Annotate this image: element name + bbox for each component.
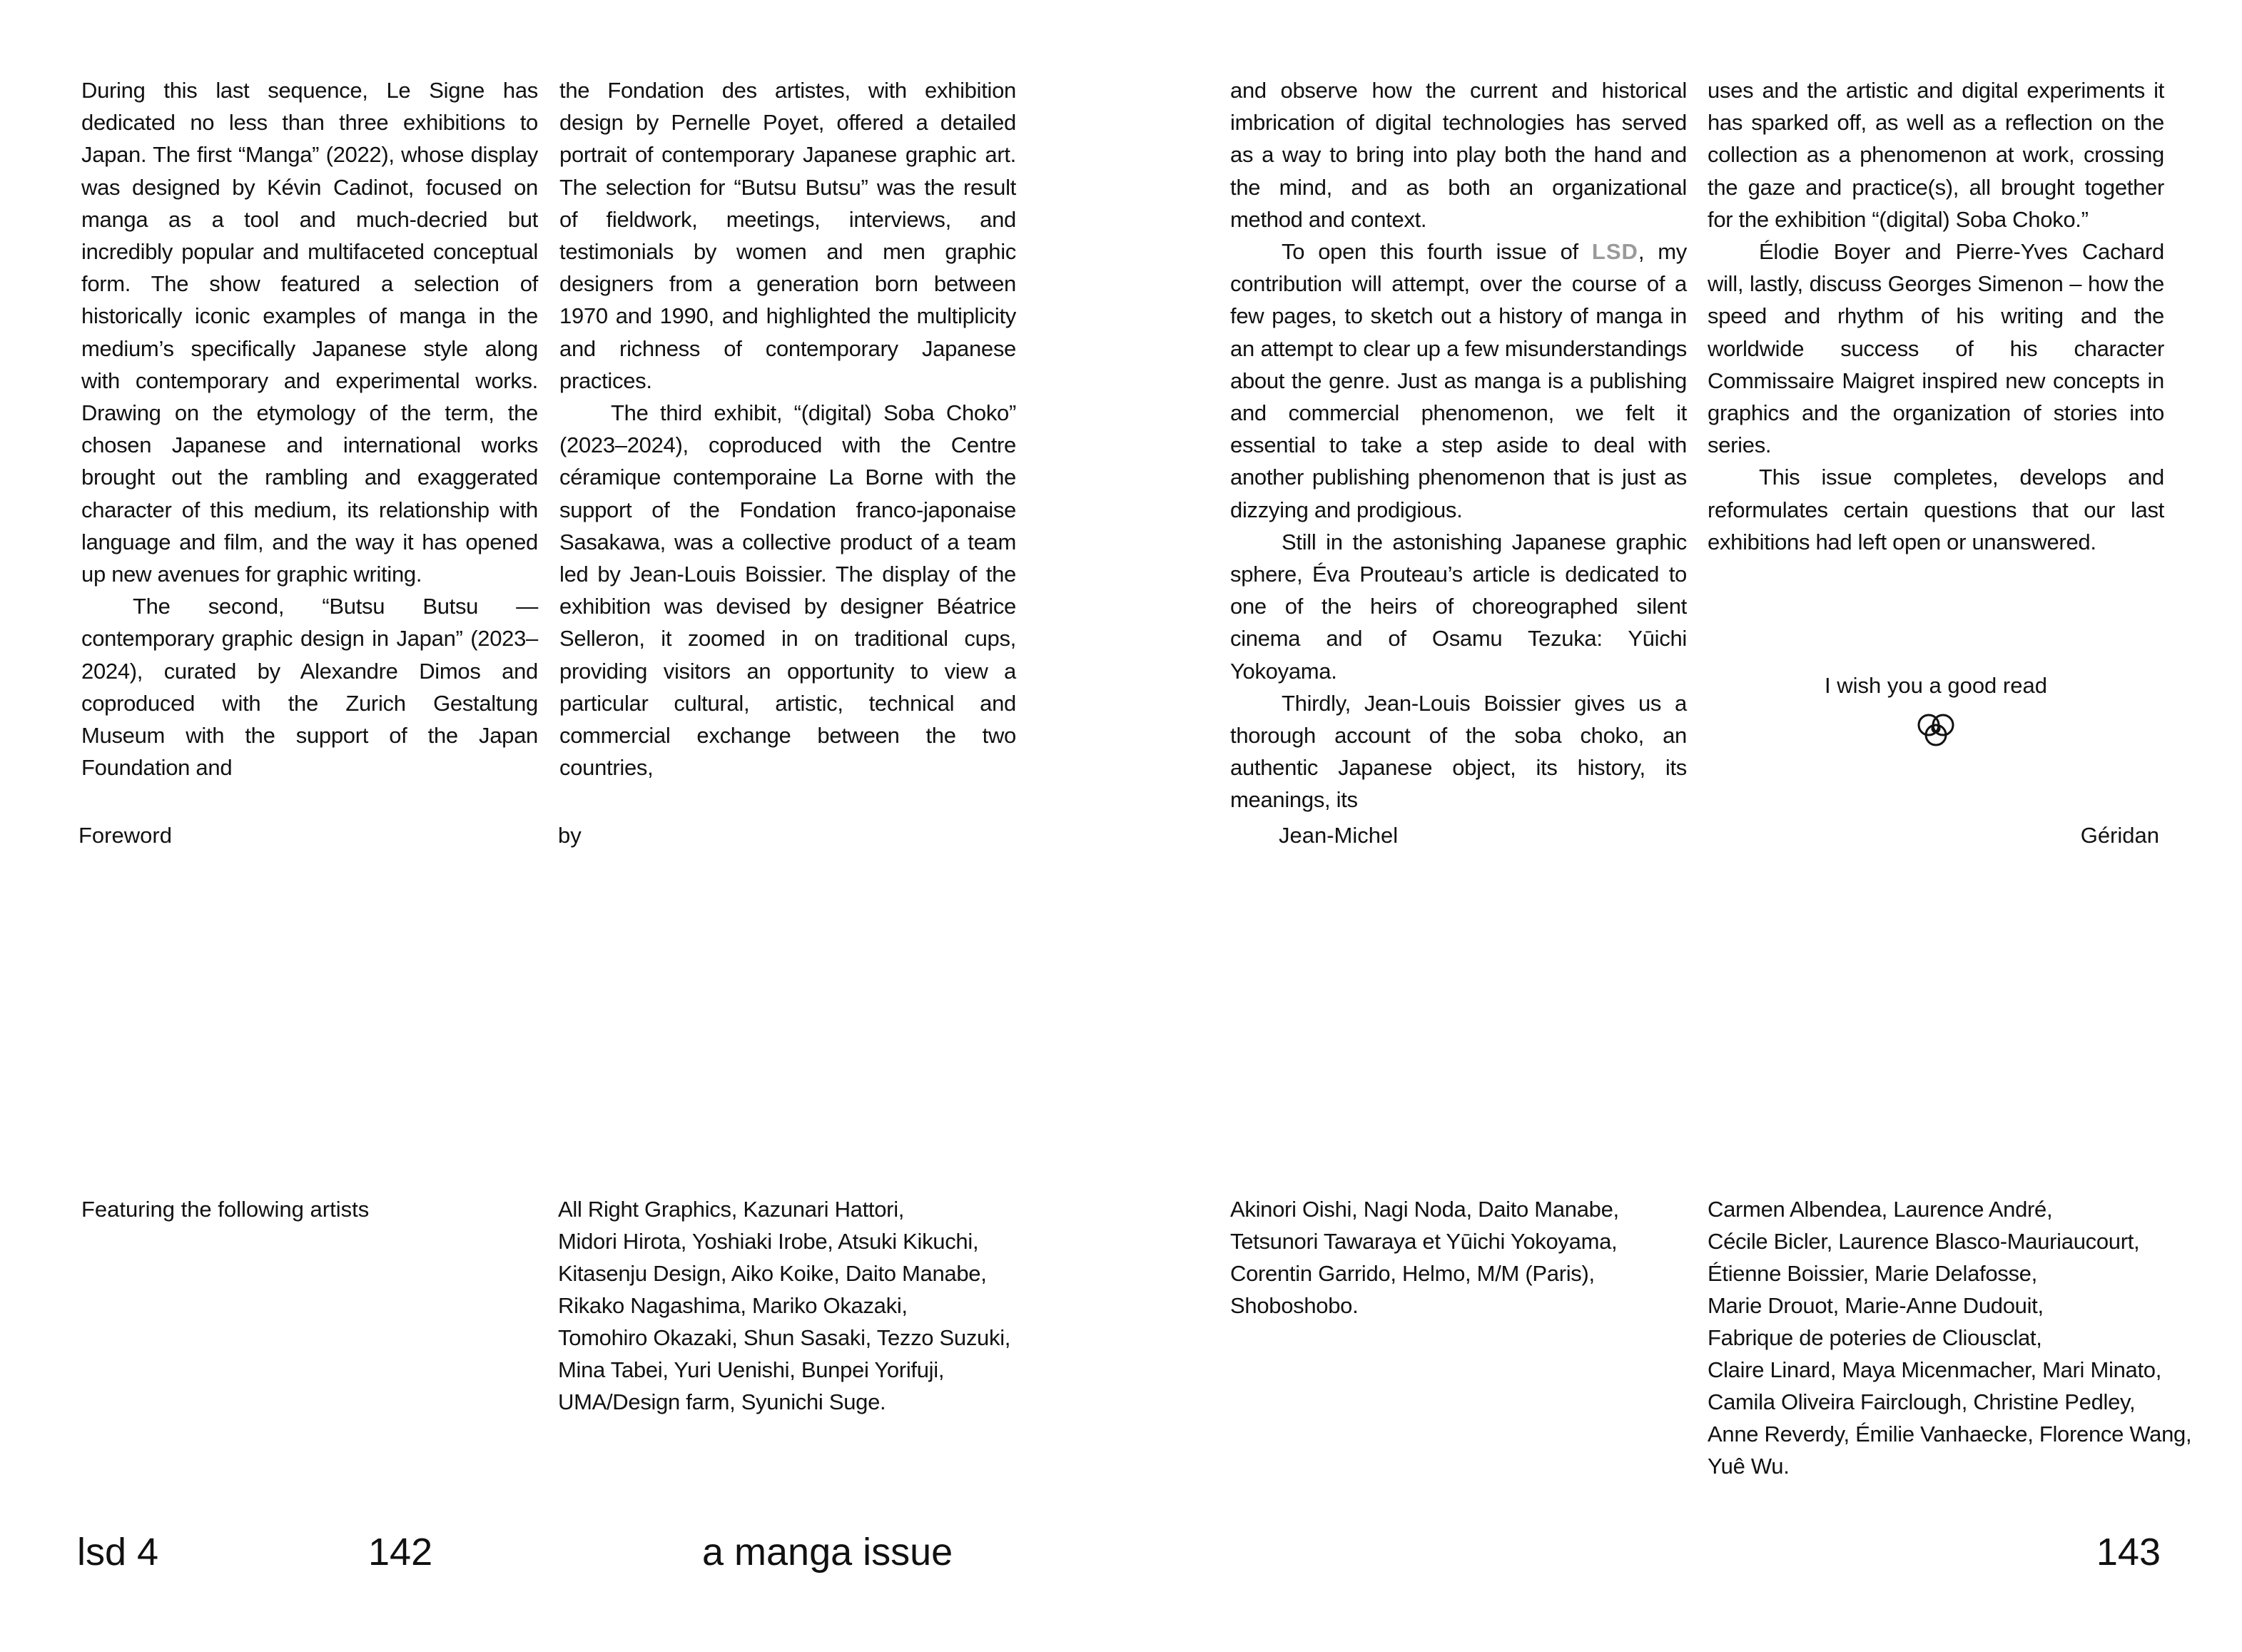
signoff-text: I wish you a good read: [1825, 673, 2047, 698]
artist-line: Shoboshobo.: [1230, 1293, 1359, 1318]
artist-line: Camila Oliveira Fairclough, Christine Pedley,: [1708, 1389, 2136, 1414]
artist-line: Yuê Wu.: [1708, 1454, 1790, 1479]
paragraph: Thirdly, Jean-Louis Boissier gives us a thorough account of the soba choko, an authentic Japanese object, its history, its meanings, its: [1230, 690, 1687, 813]
paragraph: The second, “Butsu Butsu — contemporary graphic design in Japan” (2023–2024), curated by Alexandre Dimos and coproduced with the Zurich Gestaltung Museum with the support of the Japan Foundation and: [81, 594, 538, 781]
text-column-2: [559, 74, 1016, 784]
artist-line: Cécile Bicler, Laurence Blasco-Mauriaucourt,: [1708, 1229, 2140, 1254]
paragraph: This issue completes, develops and reformulates certain questions that our last exhibitions had left open or unanswered.: [1708, 465, 2164, 554]
artist-line: Corentin Garrido, Helmo, M/M (Paris),: [1230, 1261, 1595, 1286]
artist-line: Midori Hirota, Yoshiaki Irobe, Atsuki Kikuchi,: [558, 1229, 979, 1254]
artist-line: Tomohiro Okazaki, Shun Sasaki, Tezzo Suzuki,: [558, 1325, 1011, 1350]
paragraph: During this last sequence, Le Signe has dedicated no less than three exhibitions to Japan. The first “Manga” (2022), whose display was designed by Kévin Cadinot, focused on manga as a tool and much-decried but incredibly popular and multifaceted conceptual form. The show featured a selection of historically iconic examples of manga in the medium’s specifically Japanese style along with contemporary and experimental works. Drawing on the etymology of the term, the chosen Japanese and international works brought out the rambling and exaggerated character of this medium, its relationship with language and film, and the way it has opened up new avenues for graphic writing.: [81, 78, 538, 587]
footer-issue: lsd 4: [77, 1531, 159, 1574]
text-column-4: [1708, 74, 2164, 558]
artist-line: Tetsunori Tawaraya et Yūichi Yokoyama,: [1230, 1229, 1618, 1254]
artist-line: Carmen Albendea, Laurence André,: [1708, 1197, 2053, 1222]
byline-by: by: [558, 823, 582, 848]
artist-line: Fabrique de poteries de Cliousclat,: [1708, 1325, 2042, 1350]
text-column-3: [1230, 74, 1687, 816]
artist-line: Akinori Oishi, Nagi Noda, Daito Manabe,: [1230, 1197, 1619, 1222]
artists-list-2: [1230, 1193, 1687, 1322]
artist-line: UMA/Design farm, Syunichi Suge.: [558, 1389, 886, 1414]
paragraph: and observe how the current and historical imbrication of digital technologies has served as a way to bring into play both the hand and the mind, and as both an organizational method and context.: [1230, 78, 1687, 232]
featuring-label: Featuring the following artists: [81, 1197, 370, 1222]
artists-list-3: [1708, 1193, 2192, 1482]
text-column-1: [81, 74, 538, 784]
lsd-logotype: LSD: [1591, 239, 1638, 265]
artist-line: Kitasenju Design, Aiko Koike, Daito Manabe,: [558, 1261, 987, 1286]
paragraph: the Fondation des artistes, with exhibition design by Pernelle Poyet, offered a detailed portrait of contemporary Japanese graphic art. The selection for “Butsu Butsu” was the result of fieldwork, meetings, interviews, and testimonials by women and men graphic designers from a generation born between 1970 and 1990, and highlighted the multiplicity and richness of contemporary Japanese practices.: [559, 78, 1016, 393]
paragraph: Still in the astonishing Japanese graphic sphere, Éva Prouteau’s article is dedicated to one of the heirs of choreographed silent cinema and of Osamu Tezuka: Yūichi Yokoyama.: [1230, 529, 1687, 684]
footer-page-number-right: 143: [2096, 1531, 2161, 1574]
byline-last-name: Géridan: [2080, 823, 2159, 848]
byline-foreword: Foreword: [78, 823, 172, 848]
paragraph: The third exhibit, “(digital) Soba Choko” (2023–2024), coproduced with the Centre céramique contemporaine La Borne with the support of the Fondation franco-japonaise Sasakawa, was a collective product of a team led by Jean-Louis Boissier. The display of the exhibition was devised by designer Béatrice Selleron, it zoomed in on traditional cups, providing visitors an opportunity to view a particular cultural, artistic, technical and commercial exchange between the two countries,: [559, 400, 1016, 781]
artists-list-1: [558, 1193, 1015, 1418]
paragraph-text: , my contribution will attempt, over the course of a few pages, to sketch out a history of manga in an attempt to clear up a few misunderstandings about the genre. Just as manga is a publishing and commercial phenomenon, we felt it essential to take a step aside to deal with another publishing phenomenon that is just as dizzying and prodigious.: [1230, 239, 1687, 522]
artist-line: Claire Linard, Maya Micenmacher, Mari Minato,: [1708, 1357, 2162, 1382]
artist-line: All Right Graphics, Kazunari Hattori,: [558, 1197, 905, 1222]
footer-issue-title: a manga issue: [702, 1531, 953, 1574]
artist-line: Marie Drouot, Marie-Anne Dudouit,: [1708, 1293, 2044, 1318]
paragraph-text: To open this fourth issue of: [1282, 239, 1592, 265]
paragraph: uses and the artistic and digital experiments it has sparked off, as well as a reflection on the collection as a phenomenon at work, crossing the gaze and practice(s), all brought together for the exhibition “(digital) Soba Choko.”: [1708, 78, 2164, 232]
artist-line: Anne Reverdy, Émilie Vanhaecke, Florence Wang,: [1708, 1422, 2192, 1446]
paragraph: [1230, 235, 1687, 526]
artist-line: Rikako Nagashima, Mariko Okazaki,: [558, 1293, 908, 1318]
signature-knot-icon: [1911, 708, 1961, 751]
artist-line: Mina Tabei, Yuri Uenishi, Bunpei Yorifuji,: [558, 1357, 945, 1382]
paragraph: Élodie Boyer and Pierre-Yves Cachard will, lastly, discuss Georges Simenon – how the speed and rhythm of his writing and the worldwide success of his character Commissaire Maigret inspired new concepts in graphics and the organization of stories into series.: [1708, 239, 2164, 458]
footer-page-number-left: 142: [368, 1531, 433, 1574]
artist-line: Étienne Boissier, Marie Delafosse,: [1708, 1261, 2037, 1286]
byline-first-name: Jean-Michel: [1279, 823, 1399, 848]
